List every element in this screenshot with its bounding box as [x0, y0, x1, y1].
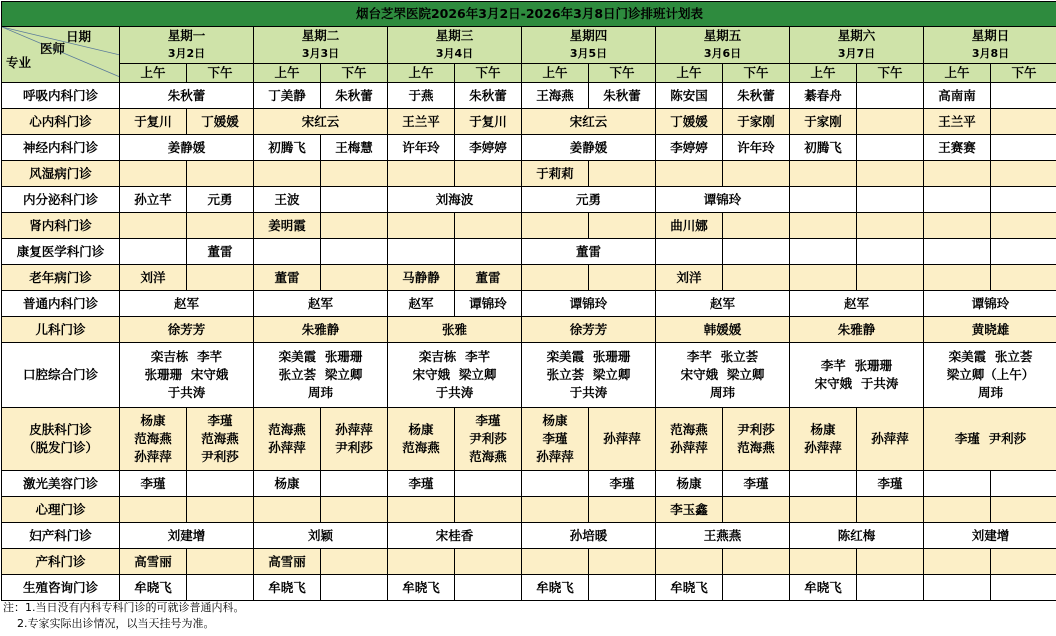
schedule-row	[2, 109, 1056, 135]
doctor-cell	[857, 109, 924, 135]
am-header: 上午	[924, 64, 991, 83]
am-header: 上午	[254, 64, 321, 83]
doctor-cell	[857, 497, 924, 523]
doctor-cell	[589, 161, 656, 187]
weekday-label: 星期四	[569, 28, 608, 43]
doctor-cell	[857, 549, 924, 575]
doctor-cell: 牟晓飞	[522, 575, 589, 601]
doctor-cell: 朱雅静	[790, 317, 924, 343]
doctor-cell: 谭锦玲	[455, 291, 522, 317]
doctor-cell	[991, 239, 1056, 265]
doctor-cell: 刘海波	[388, 187, 522, 213]
doctor-cell: 李瑾	[388, 471, 455, 497]
department-name: 神经内科门诊	[2, 135, 120, 161]
doctor-cell	[589, 549, 656, 575]
doctor-cell: 初腾飞	[790, 135, 857, 161]
doctor-cell: 李瑾	[857, 471, 924, 497]
doctor-cell	[790, 239, 857, 265]
day-header	[522, 27, 656, 64]
doctor-cell	[991, 575, 1056, 601]
doctor-cell: 李瑾	[589, 471, 656, 497]
pm-header: 下午	[991, 64, 1056, 83]
doctor-cell: 赵军	[388, 291, 455, 317]
doctor-cell: 董雷	[522, 239, 656, 265]
department-name: 生殖咨询门诊	[2, 575, 120, 601]
pm-header: 下午	[857, 64, 924, 83]
doctor-cell	[589, 265, 656, 291]
doctor-cell: 李瑾 范海燕 尹利莎	[187, 408, 254, 471]
doctor-cell	[790, 471, 857, 497]
doctor-cell	[924, 549, 991, 575]
doctor-cell: 赵军	[656, 291, 790, 317]
doctor-cell	[455, 213, 522, 239]
doctor-cell	[455, 575, 522, 601]
doctor-cell: 刘洋	[656, 265, 723, 291]
doctor-cell	[924, 471, 991, 497]
doctor-cell: 谭锦玲	[656, 187, 790, 213]
doctor-cell	[857, 239, 924, 265]
pm-header: 下午	[723, 64, 790, 83]
doctor-cell	[254, 497, 321, 523]
am-header: 上午	[790, 64, 857, 83]
header-corner	[2, 27, 120, 83]
schedule-row	[2, 497, 1056, 523]
doctor-cell: 孙萍萍	[589, 408, 656, 471]
date-label: 3月6日	[703, 47, 742, 60]
doctor-cell: 牟晓飞	[790, 575, 857, 601]
doctor-cell	[589, 575, 656, 601]
date-label: 3月7日	[837, 47, 876, 60]
doctor-cell: 刘颖	[254, 523, 388, 549]
doctor-cell: 宋桂香	[388, 523, 522, 549]
doctor-cell: 朱雅静	[254, 317, 388, 343]
weekday-label: 星期一	[167, 28, 206, 43]
doctor-cell	[321, 161, 388, 187]
doctor-cell	[857, 575, 924, 601]
schedule-row	[2, 291, 1056, 317]
doctor-cell	[455, 497, 522, 523]
doctor-cell	[723, 549, 790, 575]
doctor-cell: 董雷	[455, 265, 522, 291]
schedule-row	[2, 213, 1056, 239]
doctor-cell	[723, 239, 790, 265]
doctor-cell	[924, 239, 991, 265]
weekday-label: 星期六	[837, 28, 876, 43]
doctor-cell	[522, 213, 589, 239]
doctor-cell: 初腾飞	[254, 135, 321, 161]
doctor-cell: 牟晓飞	[388, 575, 455, 601]
doctor-cell: 栾吉栋 李芊 张珊珊 宋守娥 于共涛	[120, 343, 254, 408]
doctor-cell: 于家刚	[790, 109, 857, 135]
doctor-cell: 杨康 范海燕	[388, 408, 455, 471]
schedule-row	[2, 408, 1056, 471]
doctor-cell	[924, 213, 991, 239]
doctor-cell	[522, 471, 589, 497]
doctor-cell: 刘洋	[120, 265, 187, 291]
date-label: 3月5日	[569, 47, 608, 60]
doctor-cell	[857, 161, 924, 187]
doctor-cell	[589, 213, 656, 239]
doctor-cell: 于家刚	[723, 109, 790, 135]
doctor-cell	[589, 497, 656, 523]
doctor-cell	[723, 213, 790, 239]
doctor-cell	[790, 161, 857, 187]
department-name: 内分泌科门诊	[2, 187, 120, 213]
doctor-cell	[254, 161, 321, 187]
doctor-cell: 杨康 李瑾 孙萍萍	[522, 408, 589, 471]
doctor-cell: 徐芳芳	[522, 317, 656, 343]
doctor-cell: 张雅	[388, 317, 522, 343]
doctor-cell: 董雷	[187, 239, 254, 265]
doctor-cell	[991, 497, 1056, 523]
doctor-cell	[924, 497, 991, 523]
doctor-cell: 栾吉栋 李芊 宋守娥 梁立卿 于共涛	[388, 343, 522, 408]
doctor-cell: 刘建增	[120, 523, 254, 549]
schedule-row	[2, 187, 1056, 213]
doctor-cell	[991, 83, 1056, 109]
page-title: 烟台芝罘医院2026年3月2日-2026年3月8日门诊排班计划表	[2, 2, 1056, 27]
doctor-cell: 于燕	[388, 83, 455, 109]
doctor-cell: 姜明霞	[254, 213, 321, 239]
doctor-cell: 许年玲	[723, 135, 790, 161]
doctor-cell	[455, 471, 522, 497]
doctor-cell: 元勇	[522, 187, 656, 213]
doctor-cell: 王燕燕	[656, 523, 790, 549]
department-name: 心理门诊	[2, 497, 120, 523]
doctor-cell	[321, 187, 388, 213]
doctor-cell	[120, 497, 187, 523]
doctor-cell: 朱秋蕾	[589, 83, 656, 109]
doctor-cell	[522, 265, 589, 291]
doctor-cell: 李婷婷	[455, 135, 522, 161]
doctor-cell: 韩媛媛	[656, 317, 790, 343]
doctor-cell	[857, 213, 924, 239]
doctor-cell	[455, 549, 522, 575]
doctor-cell	[120, 239, 187, 265]
doctor-cell: 綦春舟	[790, 83, 857, 109]
am-header: 上午	[522, 64, 589, 83]
doctor-cell	[991, 213, 1056, 239]
doctor-cell	[187, 213, 254, 239]
doctor-cell	[187, 471, 254, 497]
doctor-cell: 王兰平	[924, 109, 991, 135]
doctor-cell	[991, 135, 1056, 161]
schedule-row	[2, 471, 1056, 497]
doctor-cell: 陈安国	[656, 83, 723, 109]
doctor-cell: 李瑾 尹利莎 范海燕	[455, 408, 522, 471]
doctor-cell: 朱秋蕾	[120, 83, 254, 109]
doctor-cell: 朱秋蕾	[455, 83, 522, 109]
day-header	[388, 27, 522, 64]
weekday-label: 星期二	[301, 28, 340, 43]
doctor-cell	[857, 135, 924, 161]
schedule-row	[2, 575, 1056, 601]
pm-header: 下午	[455, 64, 522, 83]
department-name: 妇产科门诊	[2, 523, 120, 549]
doctor-cell: 尹利莎 范海燕	[723, 408, 790, 471]
note-1: 注：1.当日没有内科专科门诊的可就诊普通内科。	[3, 601, 245, 614]
doctor-cell: 刘建增	[924, 523, 1056, 549]
doctor-cell: 范海燕 孙萍萍	[656, 408, 723, 471]
doctor-cell: 王赛赛	[924, 135, 991, 161]
doctor-cell	[790, 497, 857, 523]
doctor-cell	[388, 213, 455, 239]
doctor-cell	[857, 83, 924, 109]
day-header	[790, 27, 924, 64]
doctor-cell	[187, 161, 254, 187]
doctor-cell	[924, 161, 991, 187]
am-header: 上午	[120, 64, 187, 83]
doctor-cell: 姜静媛	[522, 135, 656, 161]
department-name: 老年病门诊	[2, 265, 120, 291]
doctor-cell: 姜静媛	[120, 135, 254, 161]
doctor-cell: 徐芳芳	[120, 317, 254, 343]
doctor-cell: 高雪丽	[254, 549, 321, 575]
weekday-label: 星期三	[435, 28, 474, 43]
schedule-row	[2, 239, 1056, 265]
department-name: 呼吸内科门诊	[2, 83, 120, 109]
doctor-cell: 朱秋蕾	[321, 83, 388, 109]
doctor-cell	[723, 497, 790, 523]
doctor-cell	[120, 161, 187, 187]
doctor-cell: 杨康 范海燕 孙萍萍	[120, 408, 187, 471]
doctor-cell	[991, 471, 1056, 497]
day-header	[120, 27, 254, 64]
doctor-cell	[321, 471, 388, 497]
doctor-cell: 王波	[254, 187, 321, 213]
doctor-cell: 栾美霞 张立荟 梁立卿（上午） 周玮	[924, 343, 1056, 408]
doctor-cell	[991, 187, 1056, 213]
schedule-row	[2, 135, 1056, 161]
schedule-row	[2, 523, 1056, 549]
department-name: 口腔综合门诊	[2, 343, 120, 408]
doctor-cell: 高雪丽	[120, 549, 187, 575]
doctor-cell: 董雷	[254, 265, 321, 291]
doctor-cell	[857, 265, 924, 291]
doctor-cell: 宋红云	[254, 109, 388, 135]
doctor-cell: 李瑾	[120, 471, 187, 497]
doctor-cell	[455, 239, 522, 265]
doctor-cell	[924, 265, 991, 291]
doctor-cell: 孙培暖	[522, 523, 656, 549]
schedule-row	[2, 265, 1056, 291]
department-name: 产科门诊	[2, 549, 120, 575]
doctor-cell	[120, 213, 187, 239]
doctor-cell: 杨康 孙萍萍	[790, 408, 857, 471]
doctor-cell: 丁媛媛	[656, 109, 723, 135]
doctor-cell	[321, 549, 388, 575]
doctor-cell	[522, 497, 589, 523]
doctor-cell: 元勇	[187, 187, 254, 213]
department-name: 心内科门诊	[2, 109, 120, 135]
doctor-cell	[321, 265, 388, 291]
note-2: 2.专家实际出诊情况，以当天挂号为准。	[3, 617, 215, 630]
day-header	[656, 27, 790, 64]
doctor-cell: 李芊 张珊珊 宋守娥 于共涛	[790, 343, 924, 408]
doctor-cell	[388, 161, 455, 187]
doctor-cell: 孙萍萍	[857, 408, 924, 471]
doctor-cell: 赵军	[790, 291, 924, 317]
doctor-cell: 牟晓飞	[120, 575, 187, 601]
department-name: 激光美容门诊	[2, 471, 120, 497]
am-header: 上午	[656, 64, 723, 83]
doctor-cell: 牟晓飞	[656, 575, 723, 601]
doctor-cell: 范海燕 孙萍萍	[254, 408, 321, 471]
doctor-cell: 宋红云	[522, 109, 656, 135]
doctor-cell	[991, 109, 1056, 135]
doctor-cell	[656, 549, 723, 575]
doctor-cell	[522, 549, 589, 575]
doctor-cell	[388, 549, 455, 575]
corner-specialty-label: 专业	[6, 55, 32, 70]
doctor-cell: 朱秋蕾	[723, 83, 790, 109]
doctor-cell	[790, 213, 857, 239]
pm-header: 下午	[187, 64, 254, 83]
pm-header: 下午	[321, 64, 388, 83]
doctor-cell	[790, 549, 857, 575]
footnotes	[3, 600, 245, 632]
doctor-cell: 李芊 张立荟 宋守娥 梁立卿 周玮	[656, 343, 790, 408]
doctor-cell	[388, 239, 455, 265]
doctor-cell	[991, 549, 1056, 575]
doctor-cell	[991, 161, 1056, 187]
doctor-cell: 马静静	[388, 265, 455, 291]
doctor-cell: 丁媛媛	[187, 109, 254, 135]
doctor-cell: 于复川	[455, 109, 522, 135]
doctor-cell	[254, 239, 321, 265]
doctor-cell	[723, 265, 790, 291]
doctor-cell: 孙萍萍 尹利莎	[321, 408, 388, 471]
doctor-cell	[857, 187, 924, 213]
doctor-cell	[321, 497, 388, 523]
schedule-row	[2, 343, 1056, 408]
schedule-row	[2, 161, 1056, 187]
doctor-cell: 赵军	[254, 291, 388, 317]
date-label: 3月2日	[167, 47, 206, 60]
doctor-cell	[388, 497, 455, 523]
doctor-cell	[656, 239, 723, 265]
doctor-cell: 栾美霞 张珊珊 张立荟 梁立卿 周玮	[254, 343, 388, 408]
weekday-label: 星期日	[971, 28, 1010, 43]
doctor-cell	[455, 161, 522, 187]
pm-header: 下午	[589, 64, 656, 83]
day-header	[924, 27, 1056, 64]
weekday-label: 星期五	[703, 28, 742, 43]
doctor-cell: 孙立芊	[120, 187, 187, 213]
doctor-cell	[723, 161, 790, 187]
doctor-cell: 杨康	[656, 471, 723, 497]
schedule-table	[1, 1, 1056, 601]
doctor-cell: 李婷婷	[656, 135, 723, 161]
doctor-cell: 赵军	[120, 291, 254, 317]
corner-doctor-label: 医师	[40, 41, 66, 56]
doctor-cell	[790, 187, 857, 213]
am-header: 上午	[388, 64, 455, 83]
doctor-cell: 杨康	[254, 471, 321, 497]
department-name: 皮肤科门诊 （脱发门诊）	[2, 408, 120, 471]
schedule-row	[2, 549, 1056, 575]
date-label: 3月8日	[971, 47, 1010, 60]
doctor-cell: 王兰平	[388, 109, 455, 135]
doctor-cell	[187, 549, 254, 575]
doctor-cell: 李瑾 尹利莎	[924, 408, 1056, 471]
doctor-cell: 王海燕	[522, 83, 589, 109]
doctor-cell	[321, 213, 388, 239]
doctor-cell: 谭锦玲	[924, 291, 1056, 317]
date-label: 3月3日	[301, 47, 340, 60]
doctor-cell	[187, 575, 254, 601]
doctor-cell	[924, 187, 991, 213]
doctor-cell: 于复川	[120, 109, 187, 135]
doctor-cell: 李玉鑫	[656, 497, 723, 523]
doctor-cell: 王梅慧	[321, 135, 388, 161]
doctor-cell: 牟晓飞	[254, 575, 321, 601]
department-name: 肾内科门诊	[2, 213, 120, 239]
doctor-cell: 高南南	[924, 83, 991, 109]
doctor-cell: 栾美霞 张珊珊 张立荟 梁立卿 于共涛	[522, 343, 656, 408]
doctor-cell: 谭锦玲	[522, 291, 656, 317]
day-header	[254, 27, 388, 64]
corner-date-label: 日期	[65, 29, 91, 44]
department-name: 康复医学科门诊	[2, 239, 120, 265]
department-name: 普通内科门诊	[2, 291, 120, 317]
schedule-row	[2, 317, 1056, 343]
doctor-cell	[656, 161, 723, 187]
doctor-cell: 丁美静	[254, 83, 321, 109]
doctor-cell	[790, 265, 857, 291]
doctor-cell	[187, 497, 254, 523]
schedule-row	[2, 83, 1056, 109]
doctor-cell: 于莉莉	[522, 161, 589, 187]
doctor-cell	[321, 239, 388, 265]
doctor-cell	[991, 265, 1056, 291]
doctor-cell	[321, 575, 388, 601]
doctor-cell: 许年玲	[388, 135, 455, 161]
date-label: 3月4日	[435, 47, 474, 60]
department-name: 风湿病门诊	[2, 161, 120, 187]
department-name: 儿科门诊	[2, 317, 120, 343]
doctor-cell: 黄晓雄	[924, 317, 1056, 343]
doctor-cell	[187, 265, 254, 291]
doctor-cell: 曲川娜	[656, 213, 723, 239]
doctor-cell	[924, 575, 991, 601]
doctor-cell	[723, 575, 790, 601]
doctor-cell: 陈红梅	[790, 523, 924, 549]
doctor-cell: 李瑾	[723, 471, 790, 497]
